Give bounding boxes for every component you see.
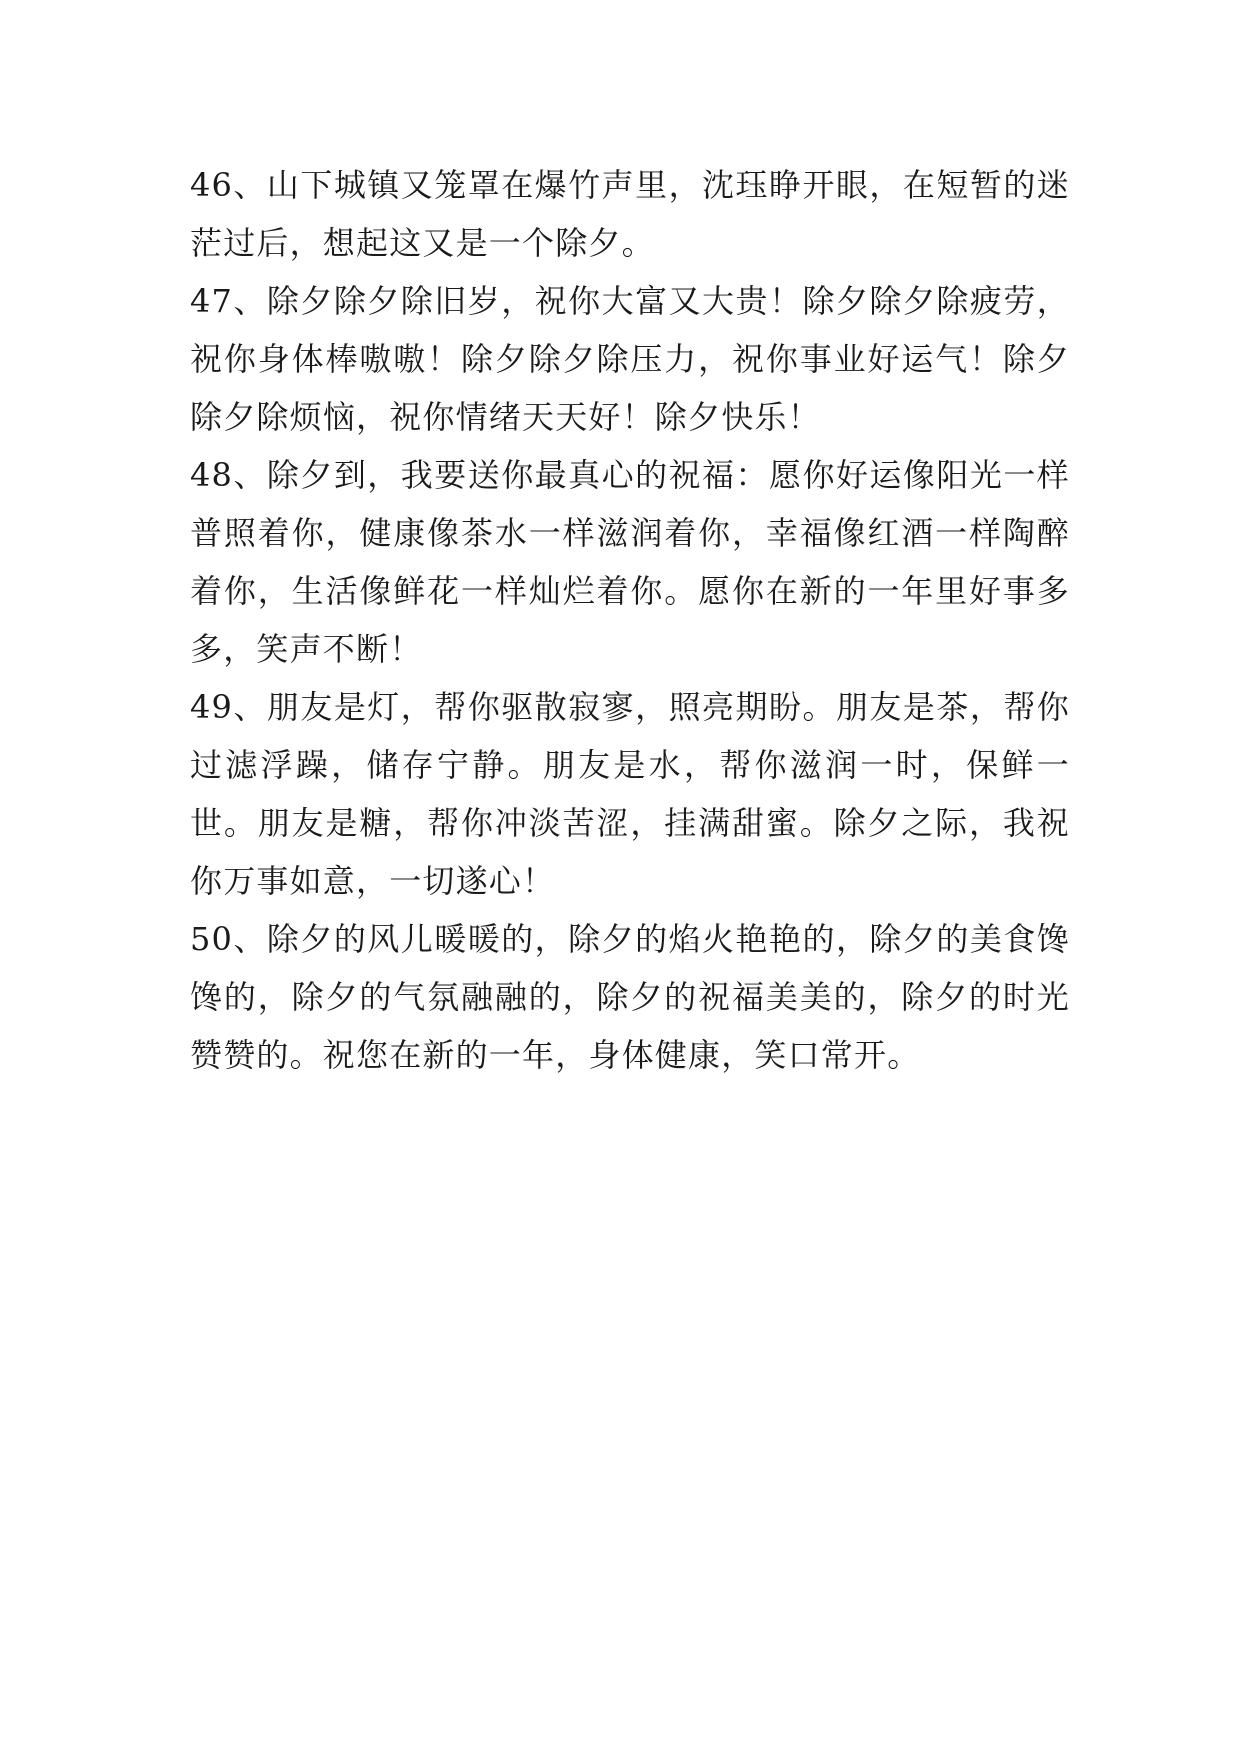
paragraph-50: 50、除夕的风儿暖暖的，除夕的焰火艳艳的，除夕的美食馋馋的，除夕的气氛融融的，除夕的祝福美美的，除夕的时光赞赞的。祝您在新的一年，身体健康，笑口常开。	[190, 920, 1070, 1074]
paragraph-46: 46、山下城镇又笼罩在爆竹声里，沈珏睁开眼，在短暂的迷茫过后，想起这又是一个除夕。	[190, 166, 1070, 262]
paragraph-47: 47、除夕除夕除旧岁，祝你大富又大贵！除夕除夕除疲劳，祝你身体棒嗷嗷！除夕除夕除压力，祝你事业好运气！除夕除夕除烦恼，祝你情绪天天好！除夕快乐！	[190, 282, 1070, 436]
document-body	[190, 156, 1070, 1084]
paragraph-49: 49、朋友是灯，帮你驱散寂寥，照亮期盼。朋友是茶，帮你过滤浮躁，储存宁静。朋友是水，帮你滋润一时，保鲜一世。朋友是糖，帮你冲淡苦涩，挂满甜蜜。除夕之际，我祝你万事如意，一切遂心！	[190, 688, 1070, 900]
paragraph-48: 48、除夕到，我要送你最真心的祝福：愿你好运像阳光一样普照着你，健康像茶水一样滋润着你，幸福像红酒一样陶醉着你，生活像鲜花一样灿烂着你。愿你在新的一年里好事多多，笑声不断！	[190, 456, 1070, 668]
